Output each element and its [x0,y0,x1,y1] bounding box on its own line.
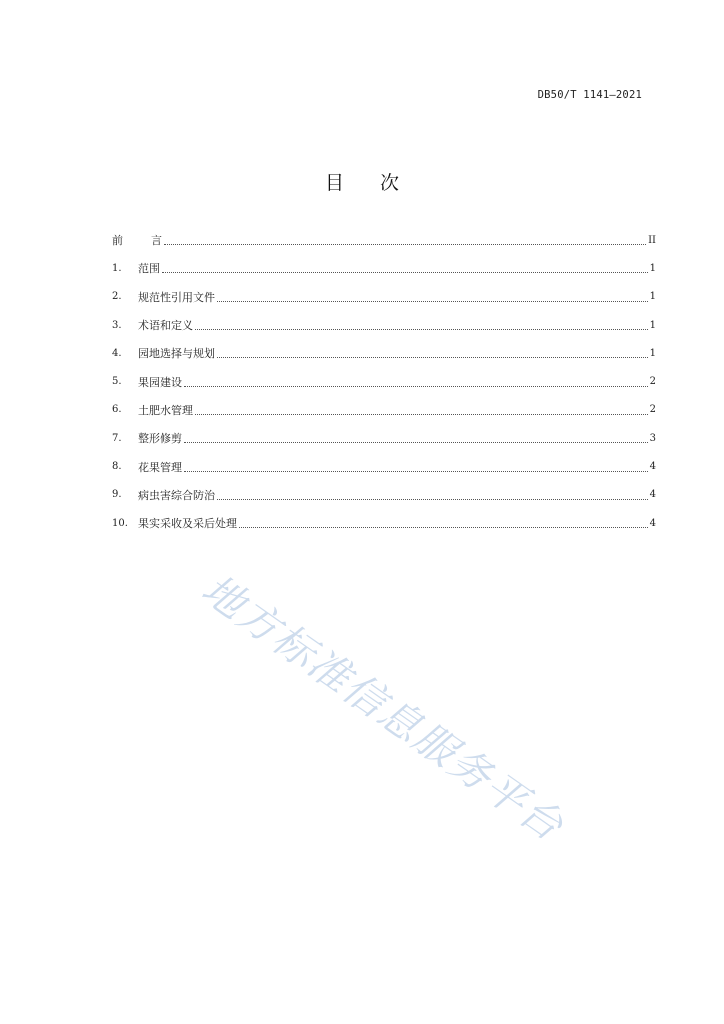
toc-entry-title: 病虫害综合防治 [138,488,215,502]
toc-entry-page: 4 [649,461,656,473]
toc-entry-4[interactable] [112,339,656,367]
toc-entry-title: 果园建设 [138,375,182,389]
toc-entry-3[interactable] [112,311,656,339]
toc-entry-number: 6. [112,404,122,416]
page-title-char-2: 次 [380,172,400,194]
toc-entry-page: 1 [649,291,656,303]
toc-entry-number: 10. [112,517,128,529]
toc-entry-title: 花果管理 [138,460,182,474]
toc-entry-page: 4 [649,489,656,501]
toc-dot-leader [195,328,648,330]
toc-entry-number: 1. [112,262,122,274]
toc-entry-8[interactable] [112,452,656,480]
toc-dot-leader [239,526,648,528]
toc-entry-number: 7. [112,432,122,444]
toc-entry-page: 1 [649,262,656,274]
toc-entry-1[interactable] [112,254,656,282]
toc-entry-page: 1 [649,319,656,331]
toc-entry-title: 规范性引用文件 [138,290,215,304]
document-code: DB50/T 1141—2021 [537,89,642,101]
toc-dot-leader [184,441,648,443]
toc-entry-title-part-1: 前 [112,234,123,248]
toc-entry-title: 术语和定义 [138,319,193,333]
toc-entry-title: 土肥水管理 [138,403,193,417]
toc-entry-number: 5. [112,376,122,388]
toc-entry-number: 8. [112,461,122,473]
toc-entry-page: II [648,234,656,246]
toc-dot-leader [195,413,648,415]
toc-entry-9[interactable] [112,481,656,509]
toc-entry-title: 园地选择与规划 [138,347,215,361]
toc-entry-2[interactable] [112,283,656,311]
toc-entry-6[interactable] [112,396,656,424]
page-title [0,168,724,195]
toc-entry-page: 4 [649,517,656,529]
toc-entry-page: 1 [649,347,656,359]
table-of-contents [112,226,656,537]
toc-entry-number: 9. [112,489,122,501]
page-title-char-1: 目 [324,172,344,194]
toc-entry-number: 4. [112,347,122,359]
toc-dot-leader [217,300,648,302]
toc-entry-10[interactable] [112,509,656,537]
toc-entry-number: 3. [112,319,122,331]
toc-entry-title-part-2: 言 [151,234,162,248]
toc-entry-page: 2 [649,376,656,388]
toc-dot-leader [217,498,648,500]
toc-entry-title: 范围 [138,262,160,276]
toc-entry-number: 2. [112,291,122,303]
toc-dot-leader [164,243,646,245]
toc-dot-leader [184,385,648,387]
toc-dot-leader [217,356,648,358]
toc-dot-leader [184,470,648,472]
toc-entry-title [112,232,162,248]
toc-entry-7[interactable] [112,424,656,452]
toc-entry-page: 3 [649,432,656,444]
watermark: 地方标准信息服务平台 [193,564,573,851]
toc-entry-page: 2 [649,404,656,416]
toc-dot-leader [162,271,648,273]
toc-entry-5[interactable] [112,367,656,395]
toc-entry-title: 整形修剪 [138,432,182,446]
toc-entry-title: 果实采收及采后处理 [138,517,237,531]
toc-entry-foreword[interactable] [112,226,656,254]
